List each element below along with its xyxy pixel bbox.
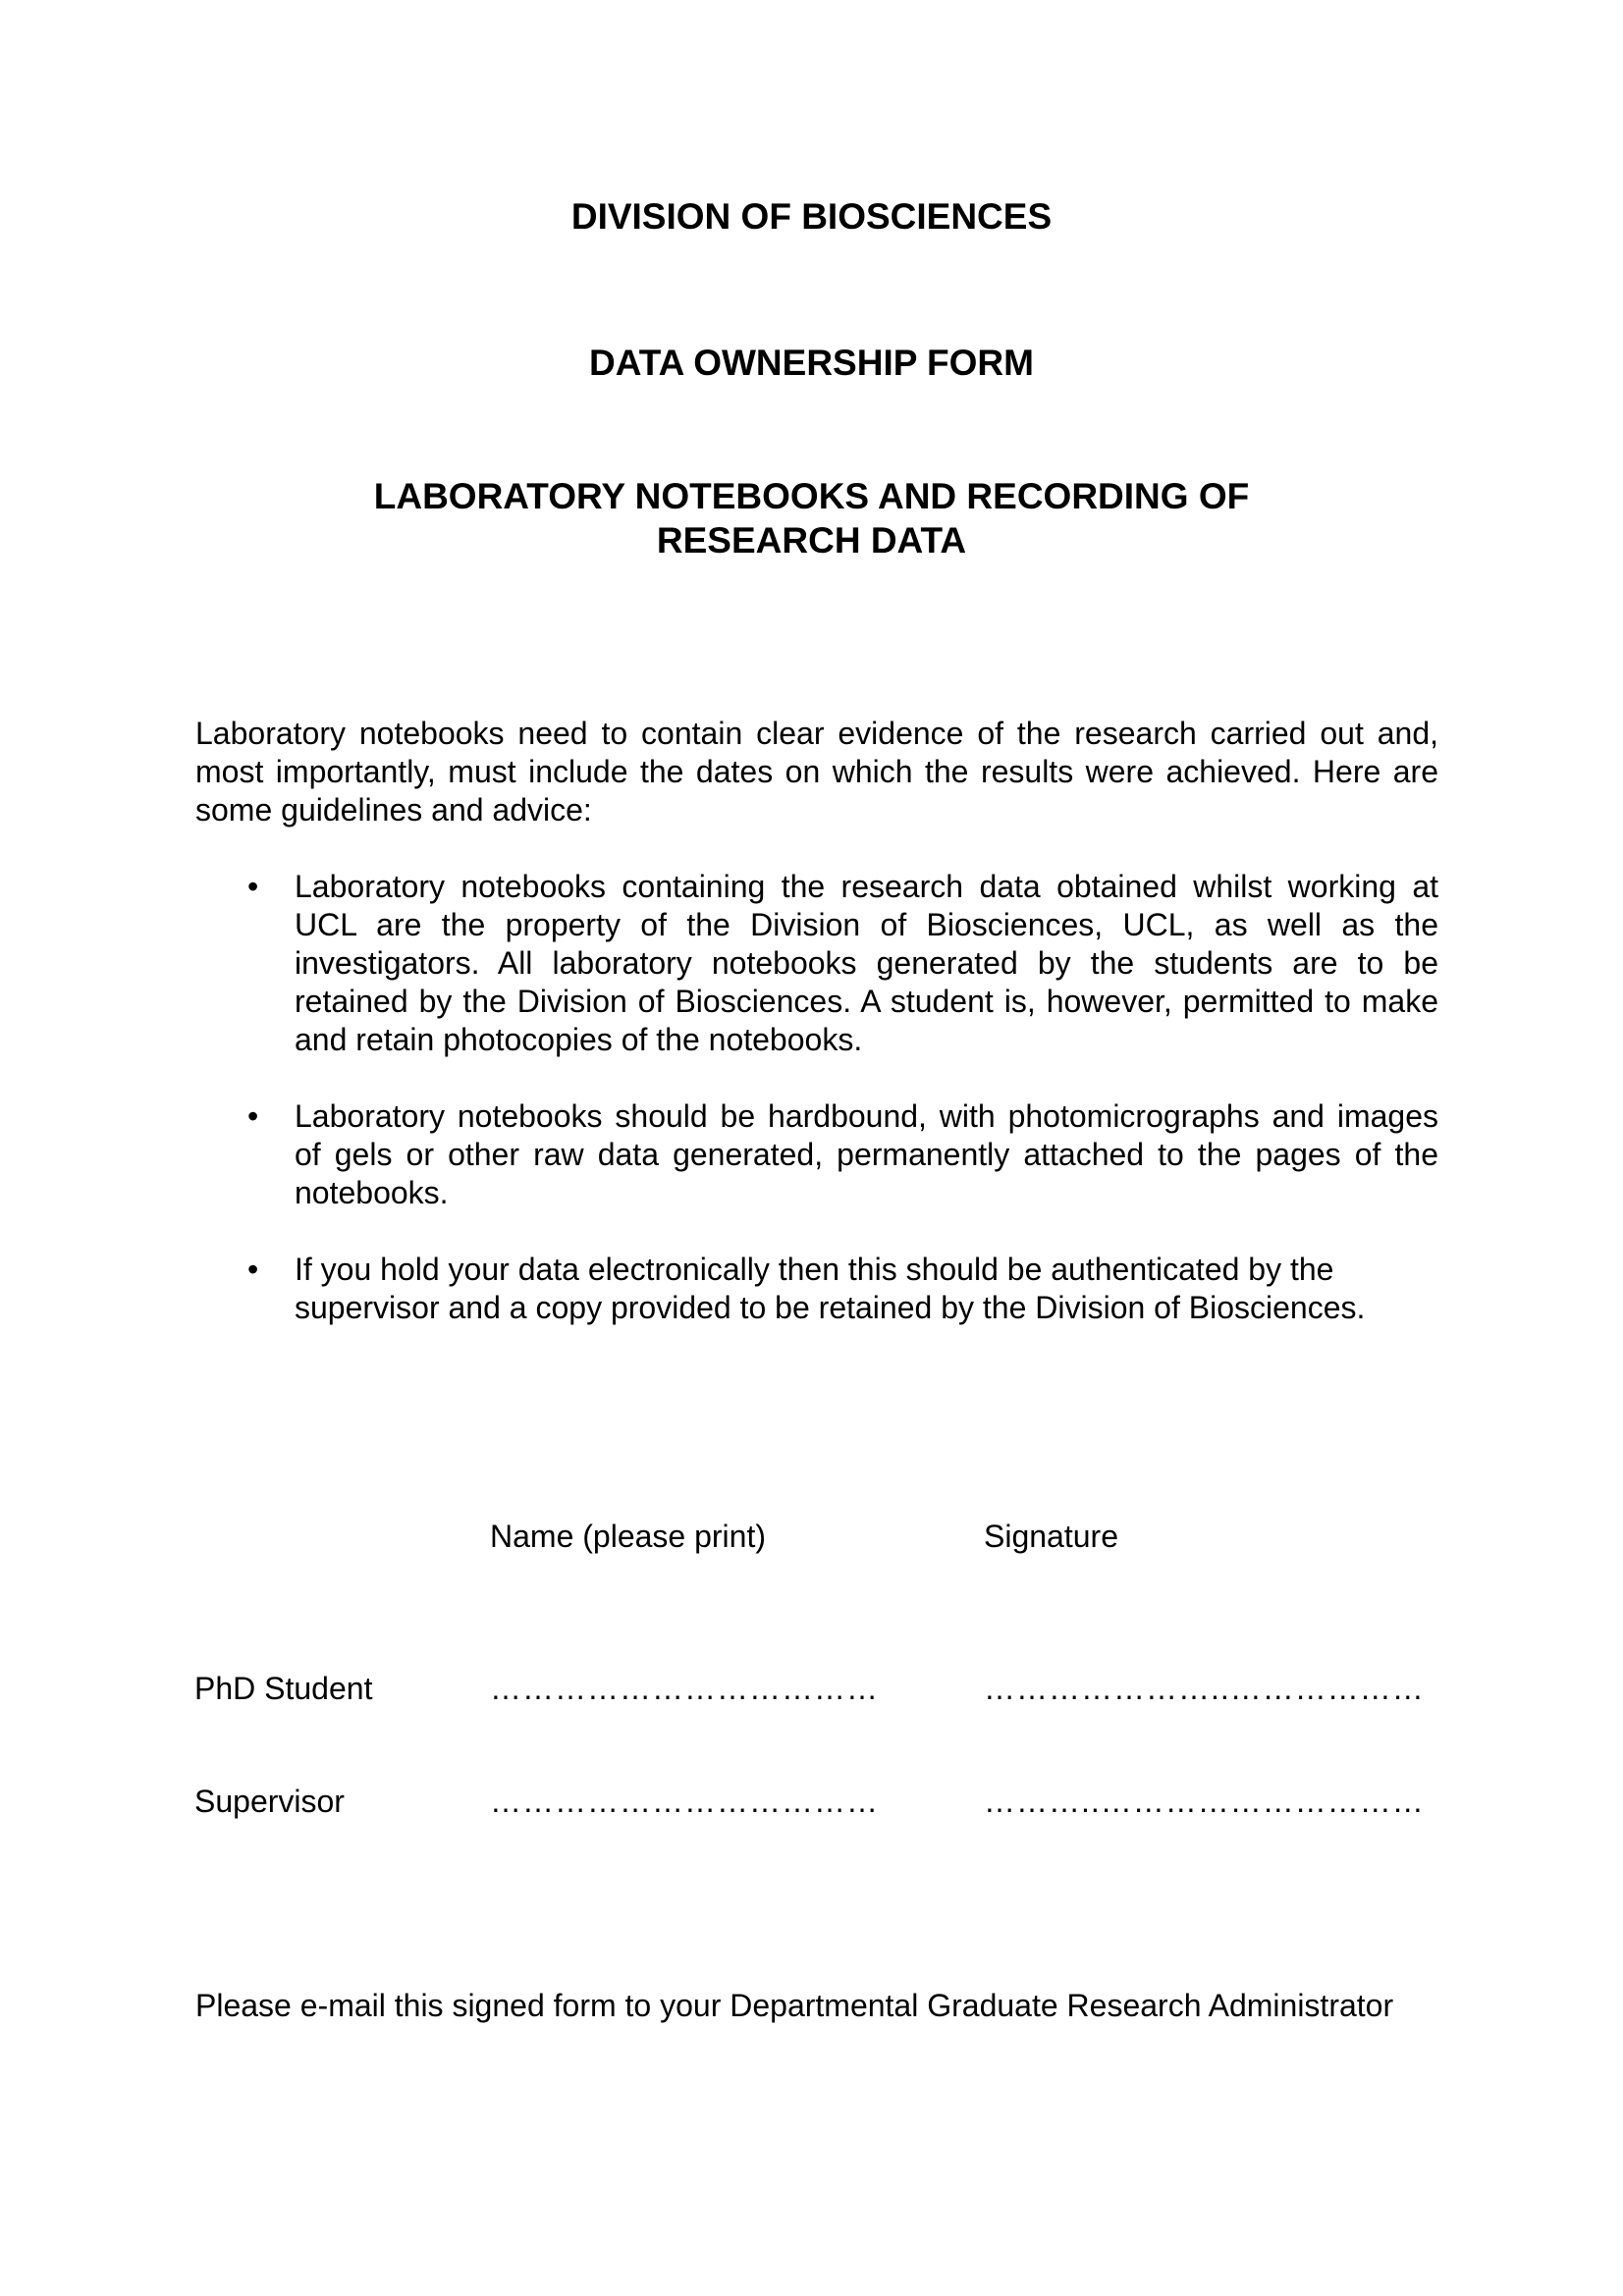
guideline-item bbox=[195, 1251, 1438, 1327]
guideline-item bbox=[195, 868, 1438, 1059]
guideline-text: If you hold your data electronically then this should be authenticated by the supervisor and a copy provided to be retained by the Division of Biosciences. bbox=[295, 1252, 1366, 1325]
bullet-icon: • bbox=[247, 1252, 259, 1287]
supervisor-signature-field[interactable]: ………..………………………… bbox=[984, 1784, 1425, 1819]
form-subtitle-line2: RESEARCH DATA bbox=[656, 520, 967, 561]
guideline-text: Laboratory notebooks containing the research data obtained whilst working at UCL are the property of the Division of Biosciences, UCL, as well as the investigators. All laboratory notebooks generated by the students are to be retained by the Division of Biosciences. A student is, however, permitted to make and retain photocopies of the notebooks. bbox=[295, 869, 1438, 1057]
bullet-icon: • bbox=[247, 869, 259, 904]
form-title: DATA OWNERSHIP FORM bbox=[589, 343, 1034, 383]
signature-column-header: Signature bbox=[984, 1519, 1118, 1554]
guideline-item bbox=[195, 1097, 1438, 1212]
division-title: DIVISION OF BIOSCIENCES bbox=[570, 196, 1053, 237]
form-subtitle-line1: LABORATORY NOTEBOOKS AND RECORDING OF bbox=[373, 476, 1250, 516]
name-column-header: Name (please print) bbox=[490, 1519, 766, 1554]
intro-paragraph: Laboratory notebooks need to contain clear evidence of the research carried out and, most importantly, must include the dates on which the results were achieved. Here are some guidelines and advice: bbox=[195, 716, 1438, 828]
submission-instruction: Please e-mail this signed form to your Departmental Graduate Research Administrator bbox=[195, 1988, 1394, 2023]
supervisor-name-field[interactable]: ……………………………… bbox=[490, 1784, 879, 1819]
form-subtitle bbox=[0, 474, 1623, 562]
role-label-phd-student: PhD Student bbox=[194, 1671, 373, 1706]
student-name-field[interactable]: ……………………………… bbox=[490, 1671, 879, 1706]
student-signature-field[interactable]: …………………..……………… bbox=[984, 1671, 1425, 1706]
role-label-supervisor: Supervisor bbox=[194, 1784, 345, 1819]
bullet-icon: • bbox=[247, 1098, 259, 1134]
guidelines-list bbox=[195, 868, 1438, 1365]
guideline-text: Laboratory notebooks should be hardbound, with photomicrographs and images of gels or other raw data generated, permanently attached to the pages of the notebooks. bbox=[295, 1098, 1438, 1210]
